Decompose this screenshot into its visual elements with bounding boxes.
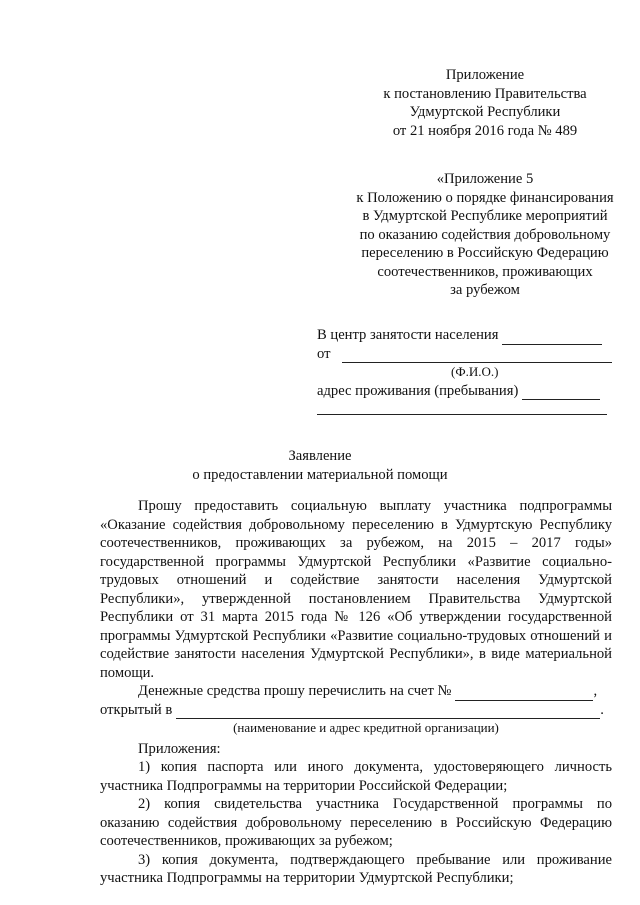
account-number-field[interactable]: [455, 686, 593, 701]
recipient-block: [317, 326, 617, 415]
appendix5-block: [330, 170, 640, 300]
appendix5-line: переселению в Российскую Федерацию: [361, 245, 609, 261]
fio-field[interactable]: [342, 348, 612, 363]
statement-body: [100, 497, 612, 888]
attachment-item: 2) копия свидетельства участника Государственной программы по оказанию содействия добровольному переселению в Российскую Федерацию соотечественников, проживающих за рубежом;: [100, 796, 612, 849]
bank-caption: (наименование и адрес кредитной организации): [233, 720, 499, 735]
appendix5-line: «Приложение 5: [436, 171, 534, 187]
statement-title: [0, 447, 640, 484]
bank-field[interactable]: [176, 704, 600, 719]
account-comma: ,: [593, 683, 598, 699]
to-row: [317, 326, 617, 345]
account-row: [100, 682, 612, 701]
address-field-2[interactable]: [317, 400, 607, 415]
center-name-field[interactable]: [502, 330, 602, 345]
appendix-ref-line: Удмуртской Республики: [409, 104, 561, 120]
appendix-ref-line: к постановлению Правительства: [383, 85, 587, 102]
request-paragraph: Прошу предоставить социальную выплату участника подпрограммы «Оказание содействия добровольному переселению в Удмуртскую Республику соотечественников, проживающих за рубежом, на 2015 – 2017 годы» государственной программы Удмуртской Республики «Развитие социально-трудовых отношений и содействие занятости населения Удмуртской Республики», утвержденной постановлением Правительства Удмуртской Республики от 31 марта 2015 года № 126 «Об утверждении государственной программы Удмуртской Республики «Развитие социально-трудовых отношений и содействие занятости населения Удмуртской Республики», в виде материальной помощи.: [100, 498, 612, 681]
appendix5-line: к Положению о порядке финансирования: [356, 189, 614, 206]
attachments-label: Приложения:: [138, 740, 221, 757]
appendix-header: [345, 66, 625, 140]
from-row: [317, 345, 617, 364]
from-label: от: [317, 345, 331, 362]
opened-period: .: [600, 701, 604, 718]
fio-caption: (Ф.И.О.): [451, 364, 499, 379]
address-row: [317, 382, 617, 401]
attachment-item: 3) копия документа, подтверждающего пребывание или проживание участника Подпрограммы на территории Удмуртской Республики;: [100, 851, 612, 886]
appendix5-line: в Удмуртской Республике мероприятий: [362, 208, 608, 224]
address-row-2: [317, 400, 617, 415]
opened-label: открытый в: [100, 701, 173, 718]
appendix5-line: соотечественников, проживающих: [377, 263, 593, 280]
address-field[interactable]: [522, 385, 600, 400]
to-label: В центр занятости населения: [317, 327, 499, 343]
account-label: Денежные средства прошу перечислить на счет №: [138, 683, 452, 699]
appendix5-line: за рубежом: [450, 282, 520, 298]
title-subline: о предоставлении материальной помощи: [192, 466, 448, 483]
appendix-title: Приложение: [445, 67, 525, 83]
attachment-item: 1) копия паспорта или иного документа, удостоверяющего личность участника Подпрограммы на территории Российской Федерации;: [100, 759, 612, 794]
opened-row: [100, 701, 612, 720]
appendix5-line: по оказанию содействия добровольному: [359, 226, 611, 243]
title-line: Заявление: [288, 448, 352, 464]
appendix-date-number: от 21 ноября 2016 года № 489: [392, 122, 578, 139]
address-label: адрес проживания (пребывания): [317, 382, 519, 399]
